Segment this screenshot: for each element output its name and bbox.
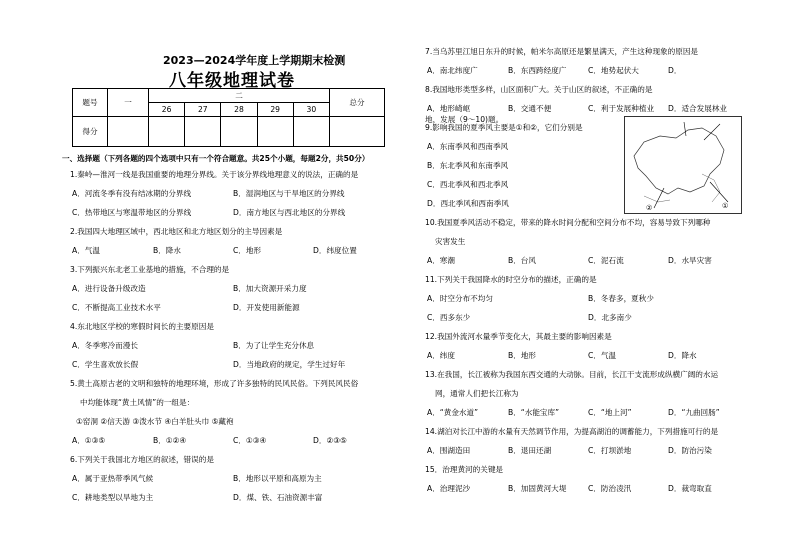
answer-option[interactable]: B．降水 [153, 246, 181, 255]
map-label-2: ② [646, 204, 653, 212]
score-cell[interactable] [221, 117, 257, 147]
answer-option[interactable]: B．台风 [508, 256, 536, 265]
answer-option[interactable]: D．防治污染 [668, 446, 712, 455]
question-stem: 中均能体现“黄土风情”的一组是： [80, 398, 195, 407]
question-stem: 2.我国四大地理区域中，西北地区和北方地区划分的主导因素是 [70, 227, 283, 236]
answer-option[interactable]: A．河流冬季有没有结冰期的分界线 [72, 189, 192, 198]
answer-option[interactable]: D．降水 [668, 351, 697, 360]
answer-option[interactable]: B．地形以平原和高原为主 [233, 474, 322, 483]
answer-option[interactable]: B．“水能宝库” [508, 408, 560, 417]
answer-option[interactable]: C．“地上河” [588, 408, 632, 417]
col-section-one: 一 [108, 89, 149, 117]
answer-option[interactable]: D．北多南少 [588, 313, 632, 322]
question-stem: 12.我国外流河水量季节变化大，其最主要的影响因素是 [425, 332, 612, 341]
answer-option[interactable]: D．南方地区与西北地区的分界线 [233, 208, 346, 217]
question-stem: 9.影响我国的夏季风主要是①和②，它们分别是 [425, 123, 583, 132]
question-items: ①窑洞 ②信天游 ③泼水节 ④白羊肚头巾 ⑤藏袍 [76, 417, 234, 426]
question-stem: 11.下列关于我国降水的时空分布的描述，正确的是 [425, 275, 597, 284]
answer-option[interactable]: C．学生喜欢放长假 [72, 360, 139, 369]
answer-option[interactable]: C．气温 [588, 351, 617, 360]
answer-option[interactable]: B．①②④ [153, 436, 187, 445]
answer-option[interactable]: C．不断提高工业技术水平 [72, 303, 161, 312]
score-cell[interactable] [149, 117, 185, 147]
question-stem: 4.东北地区学校的寒假时间长的主要原因是 [70, 322, 214, 331]
answer-option[interactable]: A．进行设备升级改造 [72, 284, 146, 293]
map-label-1: ① [722, 202, 729, 210]
answer-option[interactable]: C．西北季风和西北季风 [427, 180, 509, 189]
exam-title: 八年级地理试卷 [169, 71, 295, 91]
question-stem: 10.我国夏季风活动不稳定，带来的降水时间分配和空间分布不均，容易导致下列哪种 [425, 218, 711, 227]
answer-option[interactable]: A．围湖造田 [427, 446, 471, 455]
answer-option[interactable]: D．裁弯取直 [668, 484, 712, 493]
col-q27: 27 [185, 103, 221, 117]
question-stem: 7.当乌苏里江旭日东升的时候，帕米尔高原还是繁星满天，产生这种现象的原因是 [425, 47, 699, 56]
answer-option[interactable]: A．寒潮 [427, 256, 455, 265]
answer-option[interactable]: A．①③⑤ [72, 436, 106, 445]
answer-option[interactable]: C．利于发展种植业 [588, 104, 655, 113]
answer-option[interactable]: D． [668, 66, 682, 75]
answer-option[interactable]: D．适合发展林业 [668, 104, 728, 113]
question-stem: 网，通常人们把长江称为 [435, 389, 519, 398]
question-stem: 8.我国地形类型多样，山区面积广大。关于山区的叙述，不正确的是 [425, 85, 653, 94]
answer-option[interactable]: D．“九曲回肠” [668, 408, 720, 417]
score-cell[interactable] [257, 117, 293, 147]
score-cell[interactable] [185, 117, 221, 147]
question-stem: 3.下列振兴东北老工业基地的措施，不合理的是 [70, 265, 230, 274]
answer-option[interactable]: C．西多东少 [427, 313, 471, 322]
answer-option[interactable]: B．为了让学生充分休息 [233, 341, 315, 350]
answer-option[interactable]: D．煤、铁、石油资源丰富 [233, 493, 323, 502]
question-stem: 13.在我国，长江被称为我国东西交通的大动脉。目前，长江干支流形成纵横广阔的水运 [425, 370, 719, 379]
score-cell[interactable] [330, 117, 385, 147]
answer-option[interactable]: D．水旱灾害 [668, 256, 712, 265]
answer-option[interactable]: C．打坝淤地 [588, 446, 632, 455]
binding-margin [0, 60, 12, 500]
answer-option[interactable]: A．东南季风和西南季风 [427, 142, 509, 151]
answer-option[interactable]: A．冬季寒冷而漫长 [72, 341, 138, 350]
answer-option[interactable]: A．“黄金水道” [427, 408, 479, 417]
answer-option[interactable]: B．交通不便 [508, 104, 552, 113]
answer-option[interactable]: C．地形 [233, 246, 262, 255]
answer-option[interactable]: B．冬春多，夏秋少 [588, 294, 654, 303]
answer-option[interactable]: C．①③④ [233, 436, 267, 445]
row-label-question: 题号 [73, 89, 108, 117]
answer-option[interactable]: C．防治凌汛 [588, 484, 632, 493]
map-frame [625, 117, 742, 214]
answer-option[interactable]: B．退田还湖 [508, 446, 552, 455]
answer-option[interactable]: B．湿润地区与干旱地区的分界线 [233, 189, 345, 198]
answer-option[interactable]: C．泥石流 [588, 256, 624, 265]
answer-option[interactable]: A．属于亚热带季风气候 [72, 474, 154, 483]
row-label-score: 得分 [73, 117, 108, 147]
col-q26: 26 [149, 103, 185, 117]
score-cell[interactable] [293, 117, 329, 147]
question-stem: 6.下列关于我国北方地区的叙述，错误的是 [70, 455, 214, 464]
answer-option[interactable]: A．治理泥沙 [427, 484, 471, 493]
col-section-two: 二 [149, 89, 330, 103]
answer-option[interactable]: A．南北纬度广 [427, 66, 478, 75]
q8-note: 地，发展（9～10)题。 [425, 115, 504, 124]
question-stem: 15．治理黄河的关键是 [425, 465, 504, 474]
answer-option[interactable]: D．②③⑤ [313, 436, 347, 445]
question-stem: 灾害发生 [435, 237, 466, 246]
answer-option[interactable]: A．地形崎岖 [427, 104, 471, 113]
monsoon-map-figure [624, 116, 742, 214]
answer-option[interactable]: C．耕地类型以旱地为主 [72, 493, 154, 502]
exam-subtitle: 2023—2024学年度上学期期末检测 [163, 54, 346, 67]
answer-option[interactable]: B．加固黄河大堤 [508, 484, 567, 493]
answer-option[interactable]: C．地势起伏大 [588, 66, 639, 75]
answer-option[interactable]: A．时空分布不均匀 [427, 294, 493, 303]
answer-option[interactable]: B．东北季风和东南季风 [427, 161, 509, 170]
answer-option[interactable]: B．加大资源开采力度 [233, 284, 307, 293]
col-q28: 28 [221, 103, 257, 117]
col-q29: 29 [257, 103, 293, 117]
question-stem: 1.秦岭—淮河一线是我国重要的地理分界线。关于该分界线地理意义的说法，正确的是 [70, 170, 359, 179]
score-cell[interactable] [108, 117, 149, 147]
answer-option[interactable]: D．纬度位置 [313, 246, 357, 255]
answer-option[interactable]: D．开发使用新能源 [233, 303, 300, 312]
score-table [72, 88, 385, 147]
question-stem: 14.湖泊对长江中游的水量有天然调节作用，为提高湖泊的调蓄能力，下列措施可行的是 [425, 427, 719, 436]
question-stem: 5.黄土高原古老的文明和独特的地理环境，形成了许多独特的民风民俗。下列民风民俗 [70, 379, 359, 388]
col-total: 总分 [330, 89, 385, 117]
answer-option[interactable]: A．气温 [72, 246, 100, 255]
answer-option[interactable]: B．地形 [508, 351, 536, 360]
answer-option[interactable]: C．热带地区与寒温带地区的分界线 [72, 208, 192, 217]
col-q30: 30 [293, 103, 329, 117]
answer-option[interactable]: A．纬度 [427, 351, 455, 360]
answer-option[interactable]: D．当地政府的规定，学生过好年 [233, 360, 346, 369]
answer-option[interactable]: D．西北季风和西南季风 [427, 199, 509, 208]
answer-option[interactable]: B．东西跨经度广 [508, 66, 567, 75]
section-heading: 一、选择题（下列各题的四个选项中只有一个符合题意。共25个小题，每题2分，共50分） [62, 154, 370, 163]
